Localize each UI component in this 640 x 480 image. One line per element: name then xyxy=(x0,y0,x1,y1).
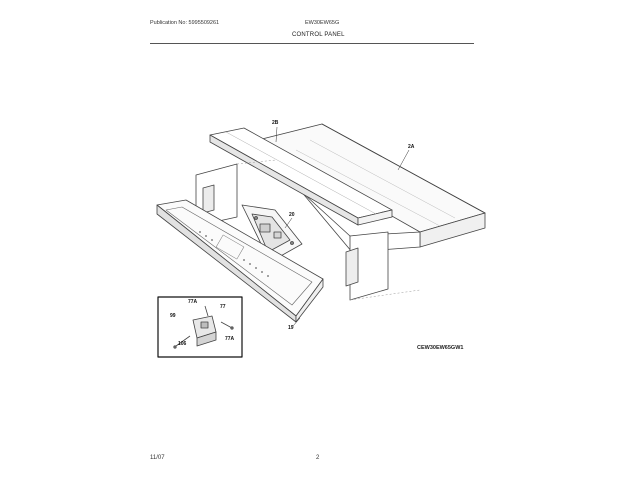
model-number: EW30EW65G xyxy=(305,20,340,26)
publication-number: Publication No: 5995509261 xyxy=(150,20,220,26)
callout-2b: 2B xyxy=(272,120,279,126)
page-title: CONTROL PANEL xyxy=(292,32,345,38)
callout-77: 77 xyxy=(220,304,226,310)
callout-2a: 2A xyxy=(408,144,415,150)
callout-19: 19 xyxy=(288,325,294,331)
callout-77a-top: 77A xyxy=(188,299,198,305)
figure-code: CEW30EW65GW1 xyxy=(417,345,464,351)
footer-date: 11/07 xyxy=(150,455,165,461)
callout-20: 20 xyxy=(289,212,295,218)
detail-inset xyxy=(158,297,242,357)
callout-106: 106 xyxy=(178,341,187,347)
callout-99: 99 xyxy=(170,313,176,319)
page-number: 2 xyxy=(316,455,320,461)
callout-77a-bottom: 77A xyxy=(225,336,235,342)
